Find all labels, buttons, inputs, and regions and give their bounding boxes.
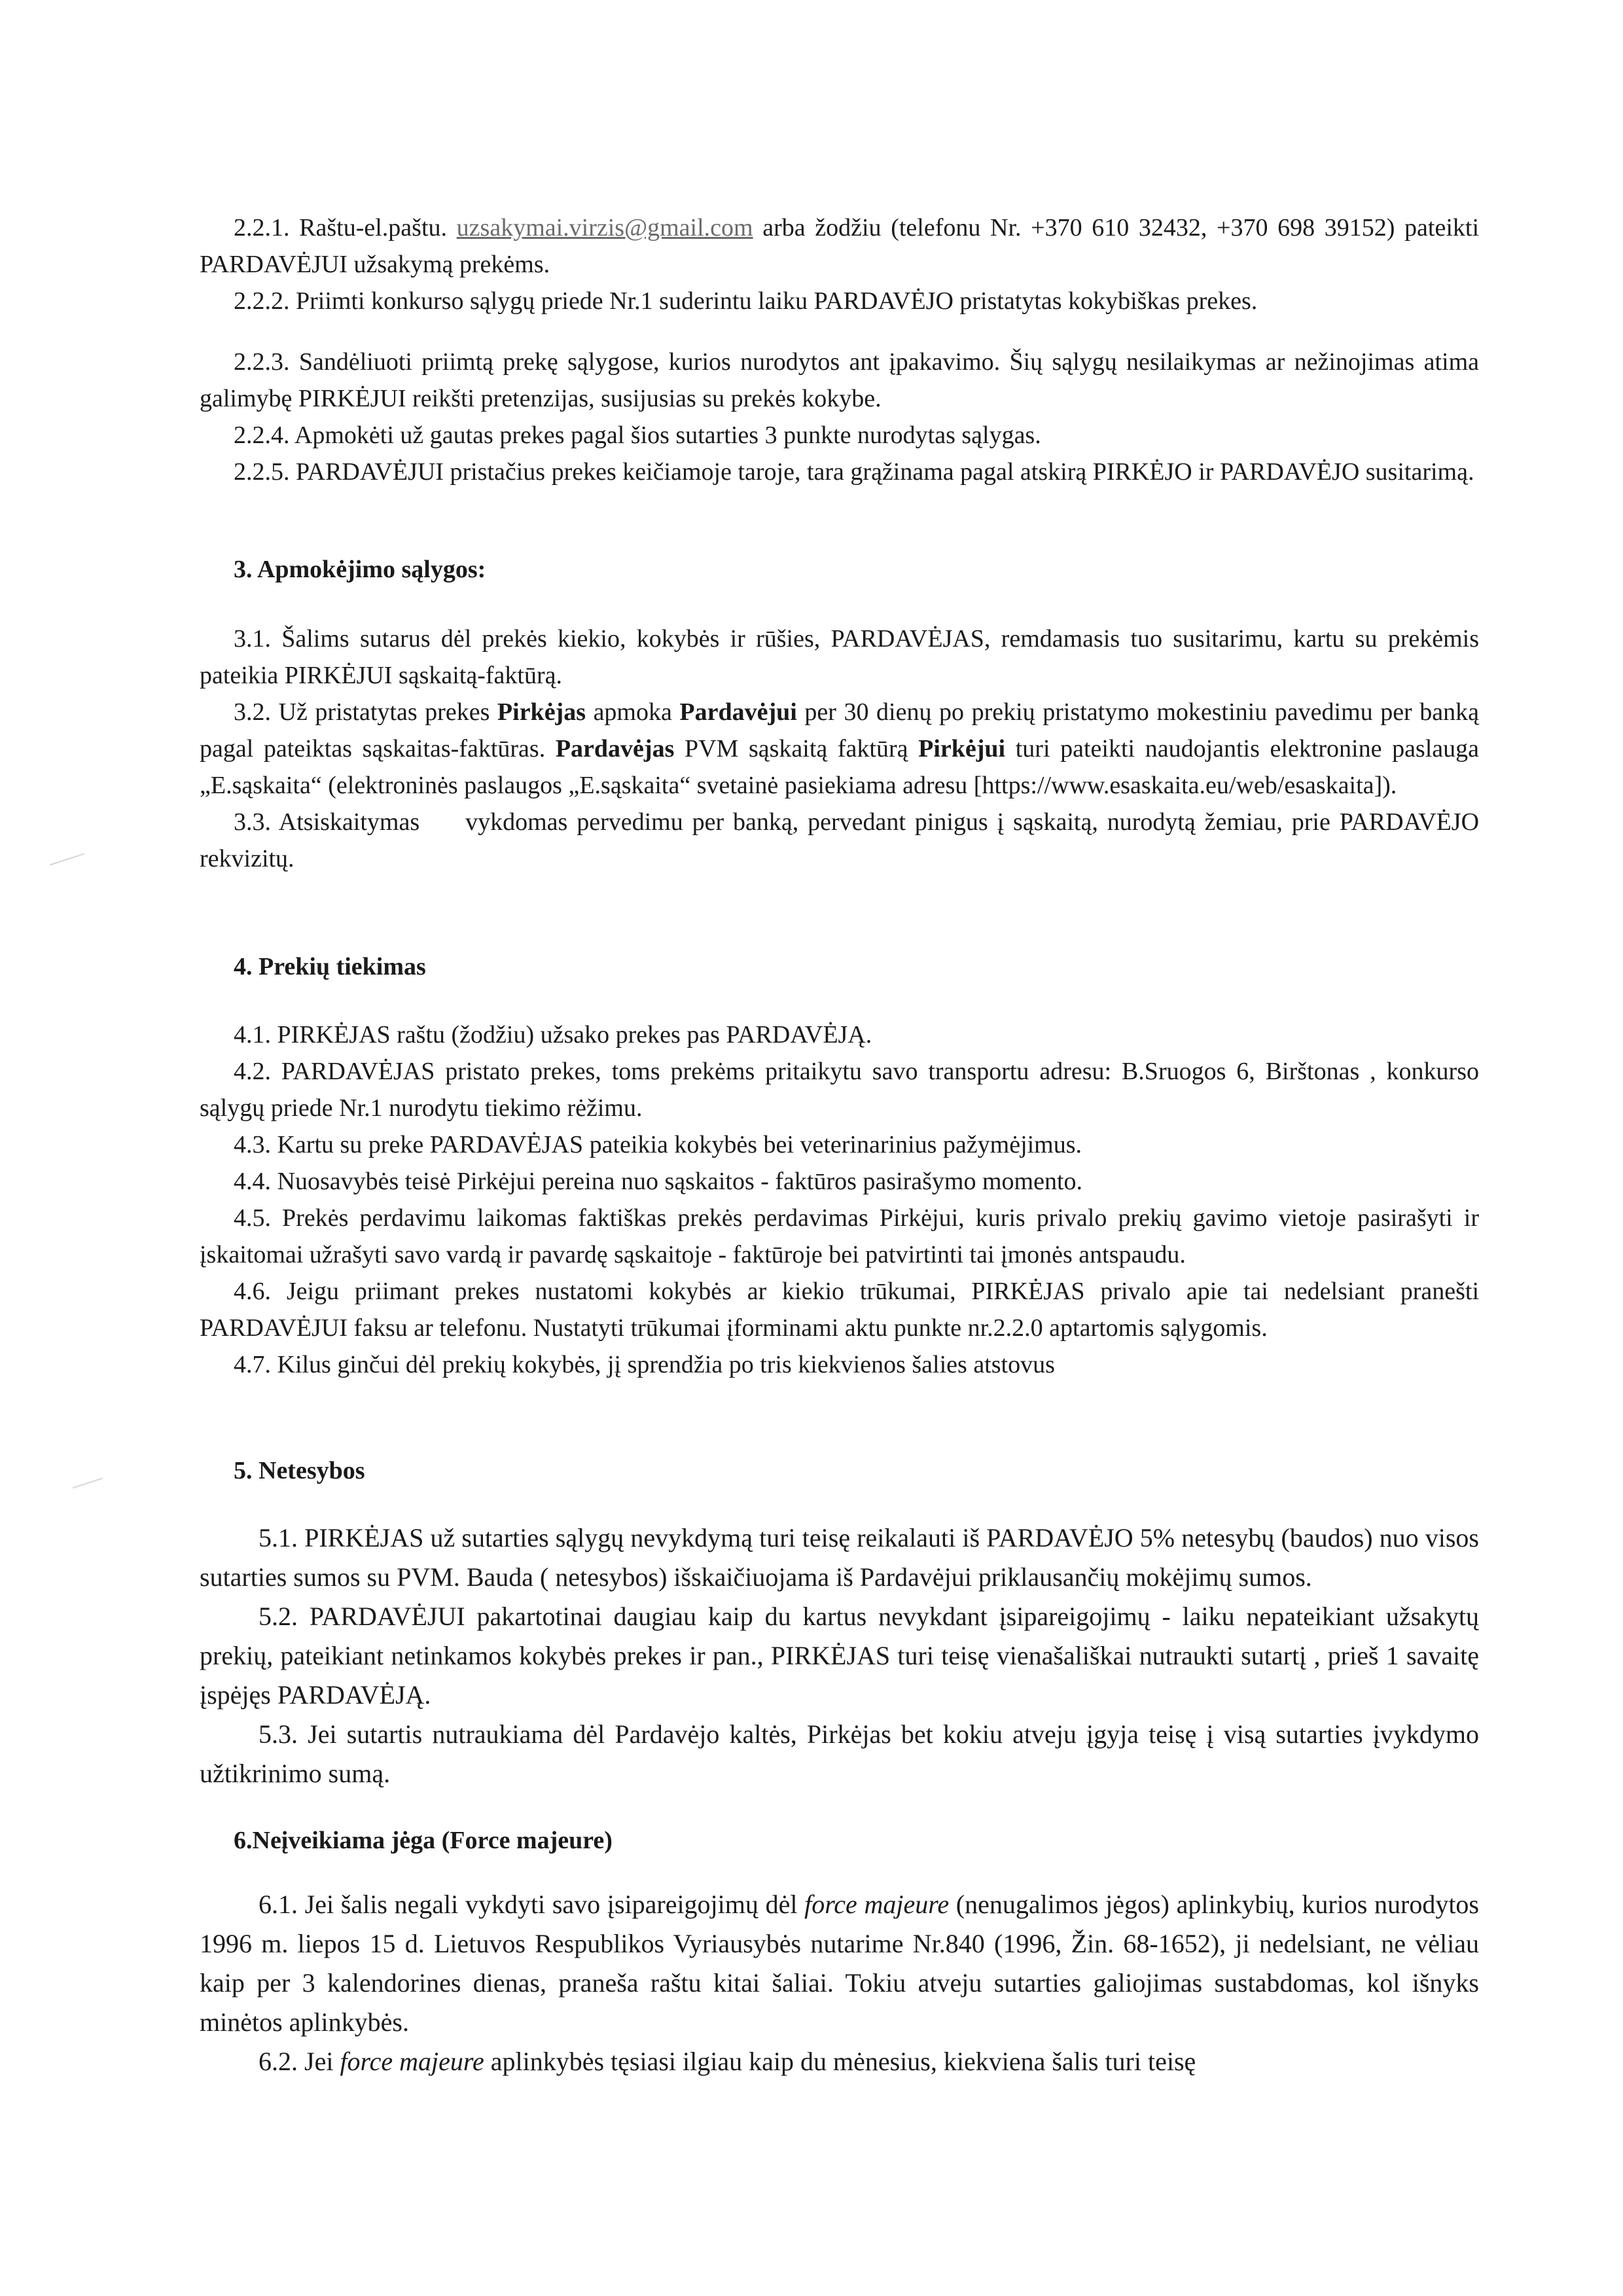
clause-text: per 30 dienų po prekių pristatymo mokestiniu pavedimu per banką pagal pateiktas sąskaitas-faktūras.	[200, 698, 1480, 762]
clause-6-1	[200, 1885, 1479, 2042]
section-6-block	[200, 1885, 1479, 2081]
clause-2-2-3: 2.2.3. Sandėliuoti priimtą prekę sąlygose, kurios nurodytos ant įpakavimo. Šių sąlygų nesilaikymas ar nežinojimas atima galimybę PIRKĖJUI reikšti pretenzijas, susijusias su prekės kokybe.	[200, 348, 1479, 412]
clause-text: arba žodžiu (telefonu Nr. +370 610 32432, +370 698 39152) pateikti PARDAVĖJUI užsakymą prekėms.	[200, 214, 1480, 278]
clause-5-1: 5.1. PIRKĖJAS už sutarties sąlygų nevykdymą turi teisę reikalauti iš PARDAVĖJO 5% netesybų (baudos) nuo visos sutarties sumos su PVM. Bauda ( netesybos) išskaičiuojama iš Pardavėjui priklausančių mokėjimų sumos.	[200, 1523, 1479, 1592]
party-buyer: Pirkėjui	[918, 735, 1006, 762]
section-6-title: 6.Neįveikiama jėga (Force majeure)	[234, 1827, 613, 1854]
clause-3-1: 3.1. Šalims sutarus dėl prekės kiekio, kokybės ir rūšies, PARDAVĖJAS, remdamasis tuo susitarimu, kartu su prekėmis pateikia PIRKĖJUI sąskaitą-faktūrą.	[200, 625, 1479, 689]
section-4-title: 4. Prekių tiekimas	[234, 953, 426, 980]
clause-text: aplinkybės tęsiasi ilgiau kaip du mėnesius, kiekviena šalis turi teisę	[490, 2047, 1196, 2076]
clause-3-3	[200, 804, 1479, 877]
clause-text: 6.2. Jei	[259, 2047, 334, 2076]
clause-text: (nenugalimos jėgos) aplinkybių, kurios nurodytos 1996 m. liepos 15 d. Lietuvos Respublikos Vyriausybės nutarime Nr.840 (1996, Žin. 68-1652), ji nedelsiant, ne vėliau kaip per 3 kalendorines dienas, praneša raštu kitai šaliai. Tokiu atveju sutarties galiojimas sustabdomas, kol išnyks minėtos aplinkybės.	[200, 1890, 1479, 2037]
clause-2-2-5: 2.2.5. PARDAVĖJUI pristačius prekes keičiamoje taroje, tara grąžinama pagal atskirą PIRKĖJO ir PARDAVĖJO susitarimą.	[234, 458, 1474, 486]
clause-text: apmoka	[593, 698, 672, 726]
email-link[interactable]: uzsakymai.virzis@gmail.com	[456, 214, 753, 242]
section-5-block	[200, 1518, 1479, 1793]
clause-number: 2.2.1.	[234, 214, 290, 242]
clause-4-1: 4.1. PIRKĖJAS raštu (žodžiu) užsako prekes pas PARDAVĖJĄ.	[234, 1021, 872, 1049]
clause-text: 6.1. Jei šalis negali vykdyti savo įsipareigojimų dėl	[259, 1890, 798, 1919]
party-buyer: Pirkėjas	[497, 698, 586, 726]
force-majeure-term: force majeure	[804, 1890, 950, 1919]
clause-6-2	[200, 2042, 1479, 2081]
force-majeure-term: force majeure	[340, 2047, 484, 2076]
section-3-title: 3. Apmokėjimo sąlygos:	[234, 556, 486, 583]
clause-4-2: 4.2. PARDAVĖJAS pristato prekes, toms prekėms pritaikytu savo transportu adresu: B.Sruogos 6, Birštonas , konkurso sąlygų priede Nr.1 nurodytu tiekimo rėžimu.	[200, 1058, 1479, 1122]
clause-2-2-3-block	[200, 344, 1479, 490]
clause-text: turi pateikti naudojantis elektronine paslauga „E.sąskaita“ (elektroninės paslaugos „E.sąskaita“ svetainė pasiekiama adresu [https://www.esaskaita.eu/web/esaskaita]).	[200, 735, 1480, 799]
clause-2-2-1	[200, 209, 1479, 283]
clause-4-6: 4.6. Jeigu priimant prekes nustatomi kokybės ar kiekio trūkumai, PIRKĖJAS privalo apie tai nedelsiant pranešti PARDAVĖJUI faksu ar telefonu. Nustatyti trūkumai įforminami aktu punkte nr.2.2.0 aptartomis sąlygomis.	[200, 1278, 1479, 1342]
scan-mark	[50, 853, 84, 866]
clause-4-7: 4.7. Kilus ginčui dėl prekių kokybės, jį sprendžia po tris kiekvienos šalies atstovus	[234, 1351, 1055, 1378]
party-seller: Pardavėjas	[555, 735, 675, 762]
clause-text: vykdomas pervedimu per banką, pervedant pinigus į sąskaitą, nurodytą žemiau, prie PARDAVĖJO rekvizitų.	[200, 808, 1480, 872]
clause-text: 3.2. Už pristatytas prekes	[234, 698, 490, 726]
clause-3-2	[200, 694, 1479, 804]
clause-text: Raštu-el.paštu.	[299, 214, 448, 242]
section-2-block	[200, 209, 1479, 319]
section-4-block	[200, 1016, 1479, 1383]
clause-4-3: 4.3. Kartu su preke PARDAVĖJAS pateikia kokybės bei veterinarinius pažymėjimus.	[234, 1131, 1082, 1158]
clause-text: 3.3. Atsiskaitymas	[234, 808, 420, 836]
clause-4-5: 4.5. Prekės perdavimu laikomas faktiškas prekės perdavimas Pirkėjui, kuris privalo prekių gavimo vietoje pasirašyti ir įskaitomai užrašyti savo vardą ir pavardę sąskaitoje - faktūroje bei patvirtinti tai įmonės antspaudu.	[200, 1204, 1479, 1268]
clause-5-3: 5.3. Jei sutartis nutraukiama dėl Pardavėjo kaltės, Pirkėjas bet kokiu atveju įgyja teisę į visą sutarties įvykdymo užtikrinimo sumą.	[200, 1719, 1479, 1788]
section-5-title: 5. Netesybos	[234, 1457, 365, 1484]
clause-4-4: 4.4. Nuosavybės teisė Pirkėjui pereina nuo sąskaitos - faktūros pasirašymo momento.	[234, 1168, 1083, 1195]
scan-mark	[73, 1478, 103, 1489]
clause-text: PVM sąskaitą faktūrą	[685, 735, 908, 762]
clause-2-2-4: 2.2.4. Apmokėti už gautas prekes pagal šios sutarties 3 punkte nurodytas sąlygas.	[234, 422, 1041, 449]
party-seller: Pardavėjui	[679, 698, 797, 726]
clause-5-2: 5.2. PARDAVĖJUI pakartotinai daugiau kaip du kartus nevykdant įsipareigojimų - laiku nepateikiant užsakytų prekių, pateikiant netinkamos kokybės prekes ir pan., PIRKĖJAS turi teisę vienašališkai nutraukti sutartį , prieš 1 savaitę įspėjęs PARDAVĖJĄ.	[200, 1602, 1479, 1710]
clause-2-2-2: 2.2.2. Priimti konkurso sąlygų priede Nr.1 suderintu laiku PARDAVĖJO pristatytas kokybiškas prekes.	[234, 287, 1258, 315]
section-3-block	[200, 620, 1479, 877]
